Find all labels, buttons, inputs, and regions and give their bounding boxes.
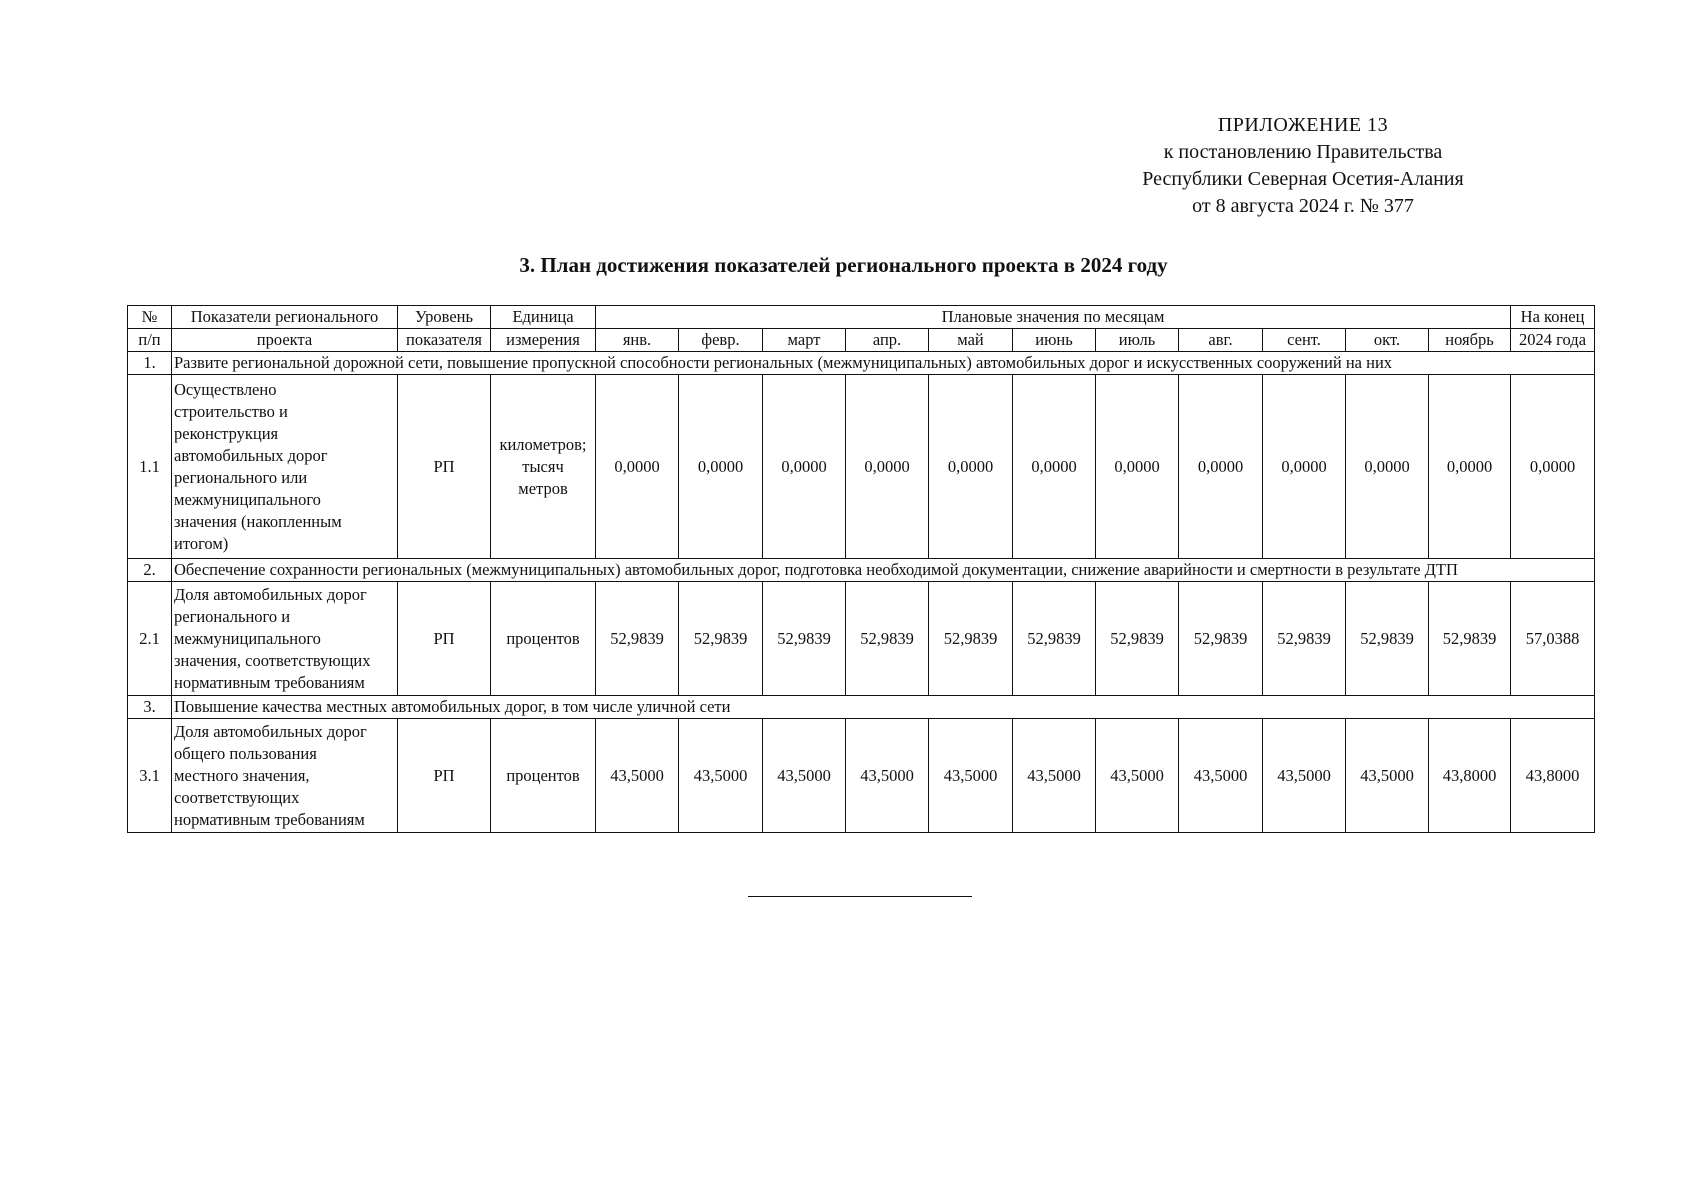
- month-value: 43,5000: [1346, 719, 1429, 833]
- month-value: 0,0000: [596, 375, 679, 559]
- row-number: 2.1: [128, 582, 172, 696]
- month-value: 43,5000: [596, 719, 679, 833]
- indicator-line: строительство и: [174, 401, 288, 421]
- row-number: 3.1: [128, 719, 172, 833]
- header-end-1: На конец: [1511, 306, 1595, 329]
- header-month: ноябрь: [1429, 329, 1511, 352]
- header-month: март: [763, 329, 846, 352]
- month-value: 0,0000: [1013, 375, 1096, 559]
- month-value: 43,5000: [679, 719, 763, 833]
- appendix-number: ПРИЛОЖЕНИЕ 13: [1217, 114, 1389, 136]
- header-monthly-values: Плановые значения по месяцам: [596, 306, 1511, 329]
- header-month: июль: [1096, 329, 1179, 352]
- appendix-republic: Республики Северная Осетия-Алания: [1142, 168, 1464, 190]
- indicator-name: [172, 375, 398, 559]
- header-unit-2: измерения: [491, 329, 596, 352]
- appendix-block: [1043, 112, 1563, 220]
- month-value: 43,5000: [1263, 719, 1346, 833]
- header-month: окт.: [1346, 329, 1429, 352]
- month-value: 43,5000: [929, 719, 1013, 833]
- indicator-line: Доля автомобильных дорог: [174, 721, 367, 741]
- section-title: Обеспечение сохранности региональных (межмуниципальных) автомобильных дорог, подготовка необходимой документации, снижение аварийности и смертности в результате ДТП: [172, 559, 1595, 582]
- section-number: 1.: [128, 352, 172, 375]
- month-value: 52,9839: [679, 582, 763, 696]
- indicator-line: местного значения,: [174, 765, 310, 785]
- unit-line: километров;: [499, 434, 587, 454]
- month-value: 52,9839: [763, 582, 846, 696]
- indicator-line: Осуществлено: [174, 379, 277, 399]
- header-month: авг.: [1179, 329, 1263, 352]
- month-value: 43,5000: [1013, 719, 1096, 833]
- indicator-line: реконструкция: [174, 423, 279, 443]
- month-value: 0,0000: [1096, 375, 1179, 559]
- month-value: 52,9839: [1096, 582, 1179, 696]
- unit-line: метров: [518, 478, 568, 498]
- header-month: июнь: [1013, 329, 1096, 352]
- month-value: 52,9839: [929, 582, 1013, 696]
- indicator-line: автомобильных дорог: [174, 445, 328, 465]
- month-value: 0,0000: [1346, 375, 1429, 559]
- end-year-value: 43,8000: [1511, 719, 1595, 833]
- indicator-line: регионального или: [174, 467, 308, 487]
- indicator-line: общего пользования: [174, 743, 317, 763]
- month-value: 0,0000: [929, 375, 1013, 559]
- month-value: 0,0000: [846, 375, 929, 559]
- month-value: 0,0000: [679, 375, 763, 559]
- header-end-2: 2024 года: [1511, 329, 1595, 352]
- header-indicator-1: Показатели регионального: [172, 306, 398, 329]
- indicators-plan-table: [127, 305, 1595, 833]
- month-value: 0,0000: [1179, 375, 1263, 559]
- indicator-line: соответствующих: [174, 787, 300, 807]
- indicator-level: РП: [398, 375, 491, 559]
- month-value: 52,9839: [1263, 582, 1346, 696]
- page-title: 3. План достижения показателей регионального проекта в 2024 году: [519, 253, 1168, 277]
- month-value: 52,9839: [846, 582, 929, 696]
- end-divider: [748, 896, 972, 897]
- unit-line: процентов: [506, 628, 580, 648]
- indicator-level: РП: [398, 582, 491, 696]
- section-number: 3.: [128, 696, 172, 719]
- header-level-2: показателя: [398, 329, 491, 352]
- month-value: 52,9839: [1179, 582, 1263, 696]
- month-value: 43,5000: [763, 719, 846, 833]
- month-value: 43,5000: [1179, 719, 1263, 833]
- indicator-line: нормативным требованиям: [174, 809, 365, 829]
- header-indicator-2: проекта: [172, 329, 398, 352]
- month-value: 52,9839: [1013, 582, 1096, 696]
- header-level-1: Уровень: [398, 306, 491, 329]
- month-value: 43,5000: [1096, 719, 1179, 833]
- month-value: 0,0000: [1263, 375, 1346, 559]
- appendix-resolution: к постановлению Правительства: [1163, 141, 1443, 163]
- section-number: 2.: [128, 559, 172, 582]
- month-value: 43,8000: [1429, 719, 1511, 833]
- indicator-name: [172, 719, 398, 833]
- header-month: янв.: [596, 329, 679, 352]
- indicator-line: межмуниципального: [174, 489, 321, 509]
- indicator-line: значения, соответствующих: [174, 650, 371, 670]
- month-value: 52,9839: [1346, 582, 1429, 696]
- indicator-line: нормативным требованиям: [174, 672, 365, 692]
- end-year-value: 57,0388: [1511, 582, 1595, 696]
- indicator-unit: [491, 582, 596, 696]
- indicator-line: регионального и: [174, 606, 291, 626]
- row-number: 1.1: [128, 375, 172, 559]
- indicator-unit: [491, 375, 596, 559]
- indicator-line: Доля автомобильных дорог: [174, 584, 367, 604]
- unit-line: процентов: [506, 765, 580, 785]
- header-month: февр.: [679, 329, 763, 352]
- indicator-level: РП: [398, 719, 491, 833]
- section-title: Развите региональной дорожной сети, повышение пропускной способности региональных (межмуниципальных) автомобильных дорог и искусственных сооружений на них: [172, 352, 1595, 375]
- end-year-value: 0,0000: [1511, 375, 1595, 559]
- month-value: 52,9839: [1429, 582, 1511, 696]
- indicator-line: значения (накопленным: [174, 511, 342, 531]
- header-month: апр.: [846, 329, 929, 352]
- month-value: 0,0000: [1429, 375, 1511, 559]
- month-value: 0,0000: [763, 375, 846, 559]
- header-number-2: п/п: [128, 329, 172, 352]
- unit-line: тысяч: [522, 456, 564, 476]
- indicator-unit: [491, 719, 596, 833]
- section-title: Повышение качества местных автомобильных дорог, в том числе уличной сети: [172, 696, 1595, 719]
- month-value: 52,9839: [596, 582, 679, 696]
- indicator-name: [172, 582, 398, 696]
- indicator-line: итогом): [174, 533, 229, 553]
- header-number-1: №: [128, 306, 172, 329]
- month-value: 43,5000: [846, 719, 929, 833]
- header-unit-1: Единица: [491, 306, 596, 329]
- header-month: сент.: [1263, 329, 1346, 352]
- indicator-line: межмуниципального: [174, 628, 321, 648]
- appendix-date: от 8 августа 2024 г. № 377: [1192, 195, 1414, 217]
- header-month: май: [929, 329, 1013, 352]
